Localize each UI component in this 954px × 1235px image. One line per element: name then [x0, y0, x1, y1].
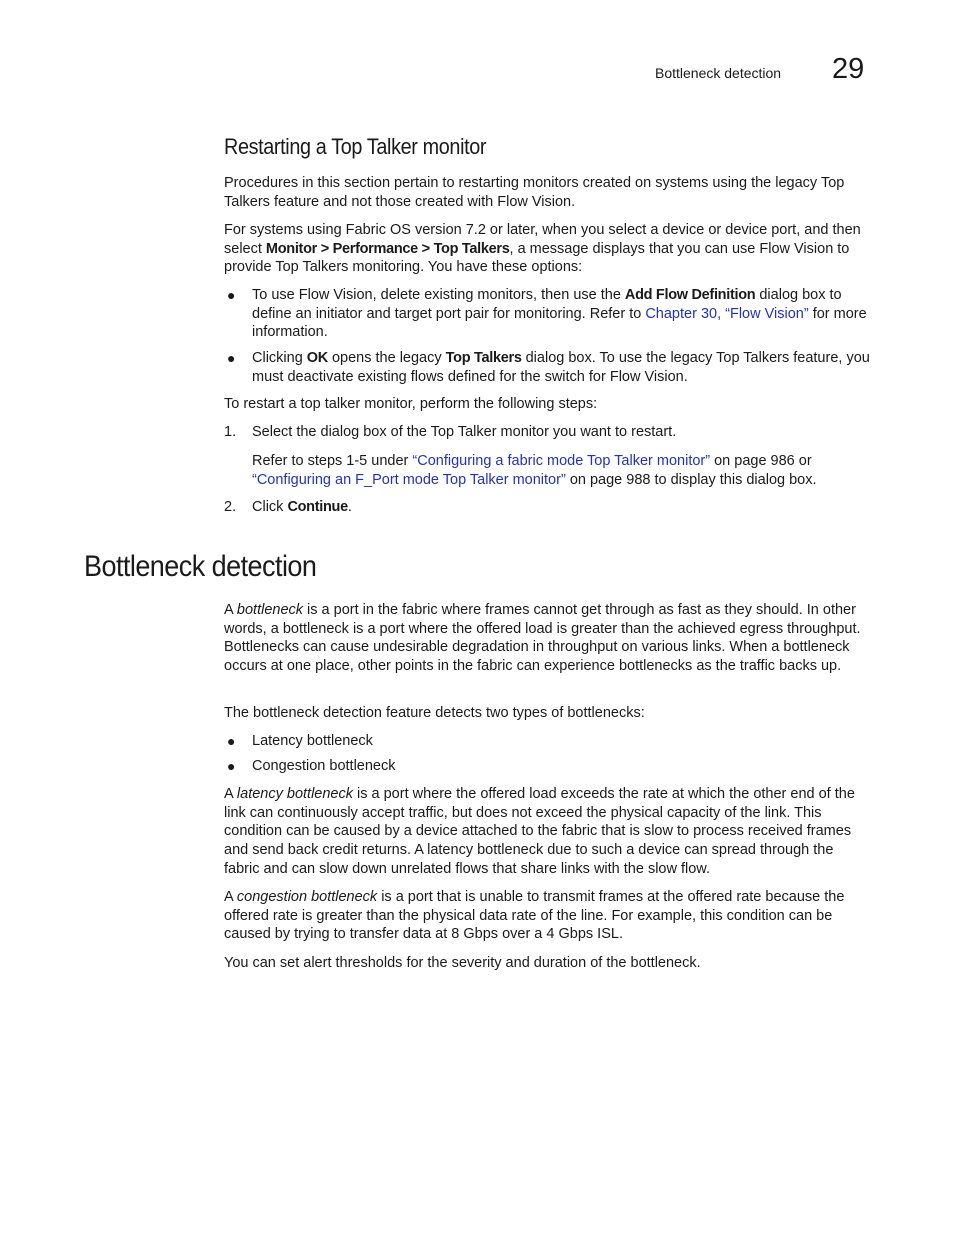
term: bottleneck [236, 602, 304, 618]
paragraph-latency [224, 785, 872, 879]
section-heading-bottleneck: Bottleneck detection [84, 550, 317, 583]
text: A [224, 889, 237, 905]
text: is a port that is unable to transmit frames at the offered rate because the offered rate is greater than the physical data rate of the line. For example, this condition can be caused by trying to transfer data at 8 Gbps over a 4 Gbps ISL. [224, 889, 845, 943]
step-number: 2. [224, 499, 237, 515]
step-number: 1. [224, 424, 237, 440]
step-text [252, 498, 872, 517]
paragraph-text: To restart a top talker monitor, perform the following steps: [224, 396, 598, 412]
paragraph-thresholds [224, 954, 872, 973]
list-item-text: Congestion bottleneck [252, 758, 396, 774]
text: To use Flow Vision, delete existing monitors, then use the [252, 287, 625, 303]
text: . [347, 499, 352, 515]
paragraph-bottleneck-def [224, 601, 872, 676]
ui-term: Add Flow Definition [624, 287, 756, 303]
ui-term: Top Talkers [445, 350, 522, 366]
text: , a message displays that you can use Flow Vision to provide Top Talkers monitoring. You have these options: [224, 240, 850, 276]
list-item-text [252, 286, 872, 342]
paragraph-fabric-os [224, 221, 872, 277]
cross-reference-link[interactable]: “Configuring a fabric mode Top Talker monitor” [412, 453, 711, 469]
paragraph-text [224, 601, 872, 676]
chapter-link[interactable]: Chapter 30, “Flow Vision” [645, 305, 809, 322]
paragraph-text: The bottleneck detection feature detects two types of bottlenecks: [224, 705, 645, 721]
section-heading-restarting: Restarting a Top Talker monitor [224, 134, 487, 159]
step-note-text [252, 452, 872, 489]
text: dialog box. To use the legacy Top Talkers feature, you must deactivate existing flows defined for the switch for Flow Vision. [252, 350, 870, 385]
text: Refer to steps 1-5 under [252, 453, 413, 469]
paragraph-congestion [224, 888, 872, 944]
text: is a port in the fabric where frames cannot get through as fast as they should. In other words, a bottleneck is a port where the offered load is greater than the achieved egress throughput. Bottlenecks can cause undesirable degradation in throughput on various links. When a bottleneck occurs at one place, other points in the fabric can experience bottlenecks as the traffic backs up. [224, 602, 861, 675]
paragraph-text [224, 221, 872, 277]
paragraph-types-intro [224, 704, 872, 723]
step-text: Select the dialog box of the Top Talker monitor you want to restart. [252, 424, 677, 440]
ui-term: OK [306, 350, 328, 366]
text: Clicking [252, 350, 307, 366]
paragraph-text: You can set alert thresholds for the severity and duration of the bottleneck. [224, 955, 701, 971]
text: on page 988 to display this dialog box. [565, 471, 817, 488]
list-item-text: Latency bottleneck [252, 733, 373, 749]
text: on page 986 or [710, 453, 812, 469]
running-header-title: Bottleneck detection [655, 65, 782, 81]
list-item-text [252, 349, 872, 386]
text: A [224, 786, 237, 802]
cross-reference-link[interactable]: “Configuring an F_Port mode Top Talker monitor” [252, 471, 566, 488]
text: for more information. [252, 305, 867, 341]
paragraph-intro [224, 174, 872, 211]
text: dialog box to define an initiator and target port pair for monitoring. Refer to [252, 287, 842, 322]
menu-path: Monitor > Performance > Top Talkers [265, 240, 510, 257]
term: latency bottleneck [236, 786, 353, 802]
text: is a port where the offered load exceeds the rate at which the other end of the link can continuously accept traffic, but does not exceed the physical capacity of the link. This condition can be caused by a device attached to the fabric that is slow to process received frames and send back credit returns. A latency bottleneck due to such a device can spread through the fabric and can slow down unrelated flows that share links with the slow flow. [224, 786, 855, 877]
text: A [224, 602, 237, 618]
paragraph-text [224, 888, 872, 944]
text: Click [252, 499, 288, 515]
chapter-number: 29 [832, 53, 865, 85]
bullet-icon: ● [227, 287, 236, 303]
paragraph-steps-intro [224, 395, 872, 414]
term: congestion bottleneck [236, 889, 378, 905]
text: opens the legacy [327, 350, 446, 366]
paragraph-text: Procedures in this section pertain to restarting monitors created on systems using the legacy Top Talkers feature and not those created with Flow Vision. [224, 175, 845, 210]
bullet-icon: ● [227, 733, 236, 749]
bullet-icon: ● [227, 758, 236, 774]
paragraph-text [224, 785, 872, 879]
bullet-icon: ● [227, 350, 236, 366]
text: For systems using Fabric OS version 7.2 or later, when you select a device or device port, and then select [224, 222, 861, 257]
ui-term: Continue [287, 499, 348, 515]
